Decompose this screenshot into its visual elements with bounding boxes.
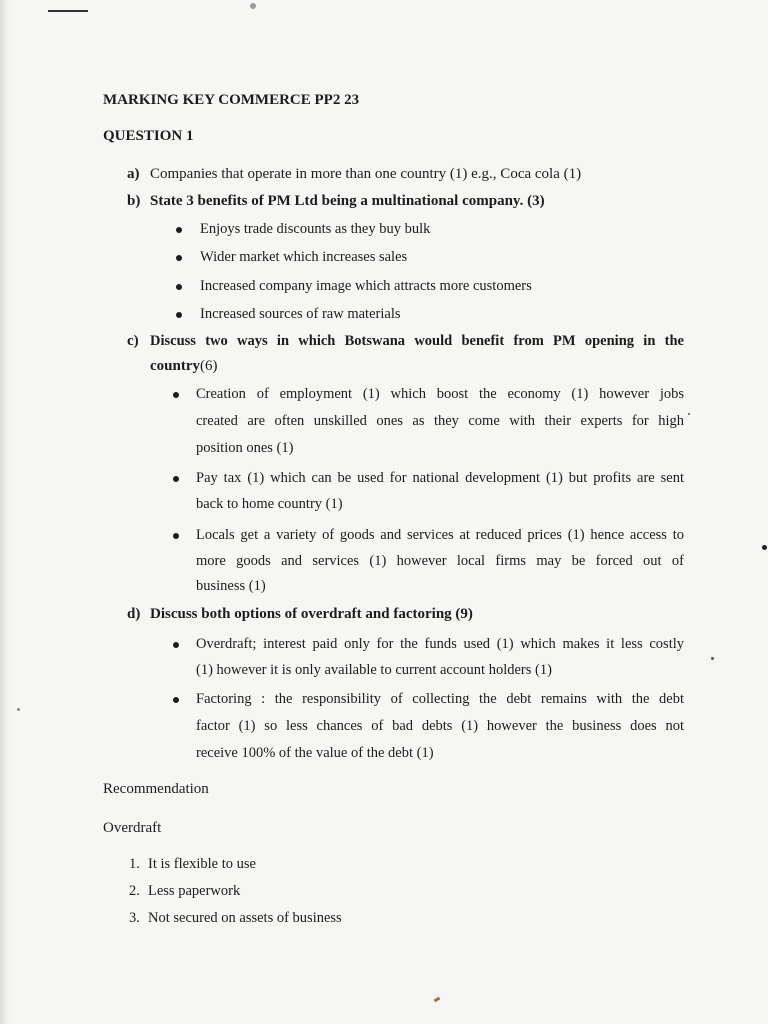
list-item-line: Pay tax (1) which can be used for national development (1) but profits are sent (196, 470, 684, 486)
list-item-line: Locals get a variety of goods and services at reduced prices (1) hence access to (196, 527, 684, 543)
list-item: Increased company image which attracts more customers (200, 278, 532, 294)
scan-edge-shadow (0, 0, 10, 1024)
item-label-c: c) (127, 333, 139, 349)
item-b-heading: State 3 benefits of PM Ltd being a multinational company. (3) (150, 193, 545, 209)
speck (17, 708, 20, 711)
list-item-line: factor (1) so less chances of bad debts (1) however the business does not (196, 718, 684, 734)
bullet-icon (176, 227, 182, 233)
page-title: MARKING KEY COMMERCE PP2 23 (103, 92, 360, 108)
list-item: Wider market which increases sales (200, 249, 408, 265)
list-item: Not secured on assets of business (148, 910, 342, 926)
speck (762, 545, 767, 550)
item-a-text: Companies that operate in more than one country (1) e.g., Coca cola (1) (150, 166, 582, 182)
list-item-line: more goods and services (1) however local firms may be forced out of (196, 553, 684, 569)
bullet-icon (173, 697, 179, 703)
list-item: Increased sources of raw materials (200, 306, 401, 322)
item-c-heading-marks: (6) (200, 358, 218, 374)
item-label-a: a) (127, 166, 140, 182)
question-heading: QUESTION 1 (103, 128, 194, 144)
speck (688, 413, 690, 415)
item-c-heading-bold: country (150, 358, 200, 374)
list-number: 1. (129, 856, 140, 872)
item-c-heading-line1: Discuss two ways in which Botswana would benefit from PM opening in the (150, 333, 684, 349)
bullet-icon (173, 533, 179, 539)
list-item-line: Factoring : the responsibility of collecting the debt remains with the debt (196, 691, 684, 707)
list-item-line: business (1) (196, 578, 266, 594)
list-number: 3. (129, 910, 140, 926)
bullet-icon (176, 312, 182, 318)
bullet-icon (176, 284, 182, 290)
recommendation-heading: Recommendation (103, 781, 209, 797)
list-item-line: receive 100% of the value of the debt (1) (196, 745, 434, 761)
speck (711, 657, 714, 660)
bullet-icon (173, 392, 179, 398)
list-item-line: created are often unskilled ones as they come with their experts for high (196, 413, 684, 429)
list-item-line: Creation of employment (1) which boost the economy (1) however jobs (196, 386, 684, 402)
item-c-heading-line2 (150, 358, 218, 375)
list-item-line: Overdraft; interest paid only for the funds used (1) which makes it less costly (196, 636, 684, 652)
bullet-icon (173, 476, 179, 482)
list-item: It is flexible to use (148, 856, 256, 872)
list-item-line: position ones (1) (196, 440, 294, 456)
overdraft-heading: Overdraft (103, 820, 162, 836)
corner-pen-mark (48, 10, 88, 12)
item-label-d: d) (127, 606, 141, 622)
bullet-icon (173, 642, 179, 648)
list-item: Enjoys trade discounts as they buy bulk (200, 221, 431, 237)
item-label-b: b) (127, 193, 141, 209)
speck (434, 997, 441, 1003)
speck (250, 3, 256, 9)
list-item: Less paperwork (148, 883, 241, 899)
list-item-line: back to home country (1) (196, 496, 343, 512)
bullet-icon (176, 255, 182, 261)
list-item-line: (1) however it is only available to current account holders (1) (196, 662, 552, 678)
list-number: 2. (129, 883, 140, 899)
item-d-heading: Discuss both options of overdraft and factoring (9) (150, 606, 473, 622)
